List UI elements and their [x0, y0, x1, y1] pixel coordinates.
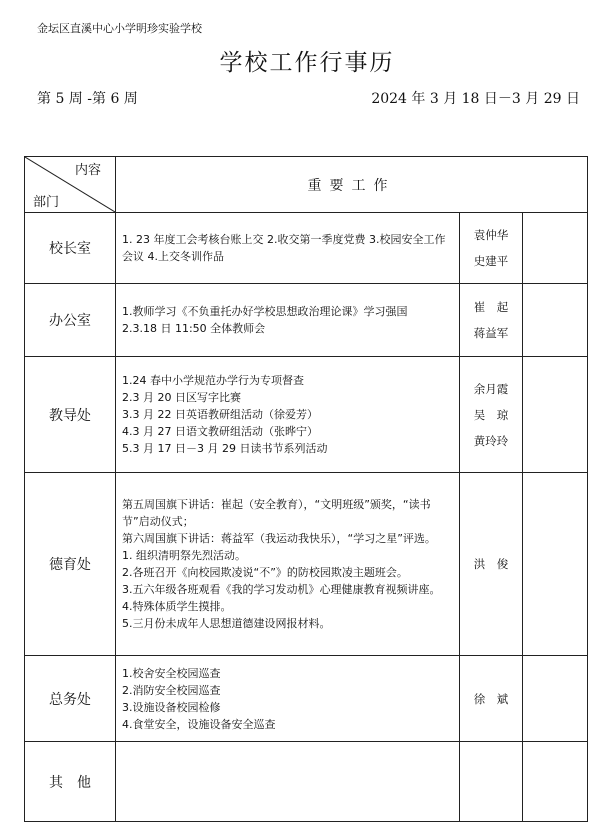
person-name: 黄玲玲 [473, 433, 509, 448]
person-name: 崔 起 [473, 300, 509, 314]
table-row [25, 213, 588, 284]
dept-cell: 教导处 [25, 357, 116, 473]
work-item: 5.三月份未成年人思想道德建设网报材料。 [122, 617, 331, 630]
work-item: 2.各班召开《向校园欺凌说“不”》的防校园欺凌主题班会。 [122, 566, 408, 579]
person-name: 徐 斌 [473, 691, 509, 706]
person-name: 袁仲华 [473, 228, 509, 242]
dept-cell: 总务处 [25, 656, 116, 742]
work-item: 2.3 月 20 日区写字比赛 [122, 391, 241, 404]
empty-cell [523, 473, 588, 656]
people-cell [460, 284, 523, 357]
work-cell [116, 473, 460, 656]
work-item: 3.五六年级各班观看《我的学习发动机》心理健康教育视频讲座。 [122, 583, 441, 596]
work-cell [116, 656, 460, 742]
people-cell [460, 473, 523, 656]
date-range: 2024 年 3 月 18 日－3 月 29 日 [371, 91, 580, 107]
dept-cell: 校长室 [25, 213, 116, 284]
corner-cell [25, 157, 116, 213]
table-header-row [25, 157, 588, 213]
person-name: 洪 俊 [473, 557, 509, 571]
table-row [25, 656, 588, 742]
people-cell [460, 357, 523, 473]
work-item: 1.校舍安全校园巡查 [122, 666, 221, 680]
work-item: 4.食堂安全，设施设备安全巡查 [122, 717, 276, 731]
work-item: 2.3.18 日 11:50 全体教师会 [122, 322, 266, 335]
page-title: 学校工作行事历 [219, 50, 395, 76]
work-item: 第五周国旗下讲话：崔起（安全教育），“文明班级”颁奖，“读书节”启动仪式； [122, 498, 431, 528]
people-cell [460, 213, 523, 284]
work-cell [116, 357, 460, 473]
people-cell [460, 656, 523, 742]
work-cell [116, 742, 460, 822]
work-item: 3.设施设备校园检修 [122, 700, 221, 714]
person-name: 史建平 [473, 254, 509, 268]
table-row [25, 284, 588, 357]
table-row [25, 357, 588, 473]
person-name: 吴 琼 [473, 407, 509, 422]
dept-cell: 其 他 [25, 742, 116, 822]
work-item: 2.消防安全校园巡查 [122, 683, 221, 697]
work-item: 4.特殊体质学生摸排。 [122, 600, 232, 613]
corner-dept-label: 部门 [33, 195, 60, 210]
work-item: 第六周国旗下讲话：蒋益军（我运动我快乐），“学习之星”评选。 [122, 532, 436, 545]
empty-cell [523, 742, 588, 822]
work-cell [116, 284, 460, 357]
corner-content-label: 内容 [74, 163, 101, 178]
people-cell [460, 742, 523, 822]
person-name: 蒋益军 [473, 326, 509, 340]
table-row [25, 742, 588, 822]
schedule-table [24, 156, 588, 822]
work-item: 1.24 春中小学规范办学行为专项督查 [122, 374, 304, 387]
empty-cell [523, 357, 588, 473]
person-name: 余月霞 [473, 381, 509, 396]
empty-cell [523, 284, 588, 357]
work-item: 1. 23 年度工会考核台账上交 2.收交第一季度党费 3.校园安全工作会议 4.上交冬训作品 [122, 233, 446, 263]
empty-cell [523, 213, 588, 284]
week-range: 第 5 周 -第 6 周 [37, 91, 138, 107]
work-cell [116, 213, 460, 284]
work-item: 1. 组织清明祭先烈活动。 [122, 549, 246, 562]
table-row [25, 473, 588, 656]
work-item: 1.教师学习《不负重托办好学校思想政治理论课》学习强国 [122, 305, 408, 318]
empty-cell [523, 656, 588, 742]
work-item: 3.3 月 22 日英语教研组活动（徐爱芳） [122, 408, 318, 421]
main-header: 重要工作 [116, 157, 588, 213]
dept-cell: 办公室 [25, 284, 116, 357]
work-item: 5.3 月 17 日－3 月 29 日读书节系列活动 [122, 442, 328, 455]
work-item: 4.3 月 27 日语文教研组活动（张晔宁） [122, 425, 318, 438]
school-name: 金坛区直溪中心小学明珍实验学校 [37, 22, 202, 35]
dept-cell: 德育处 [25, 473, 116, 656]
